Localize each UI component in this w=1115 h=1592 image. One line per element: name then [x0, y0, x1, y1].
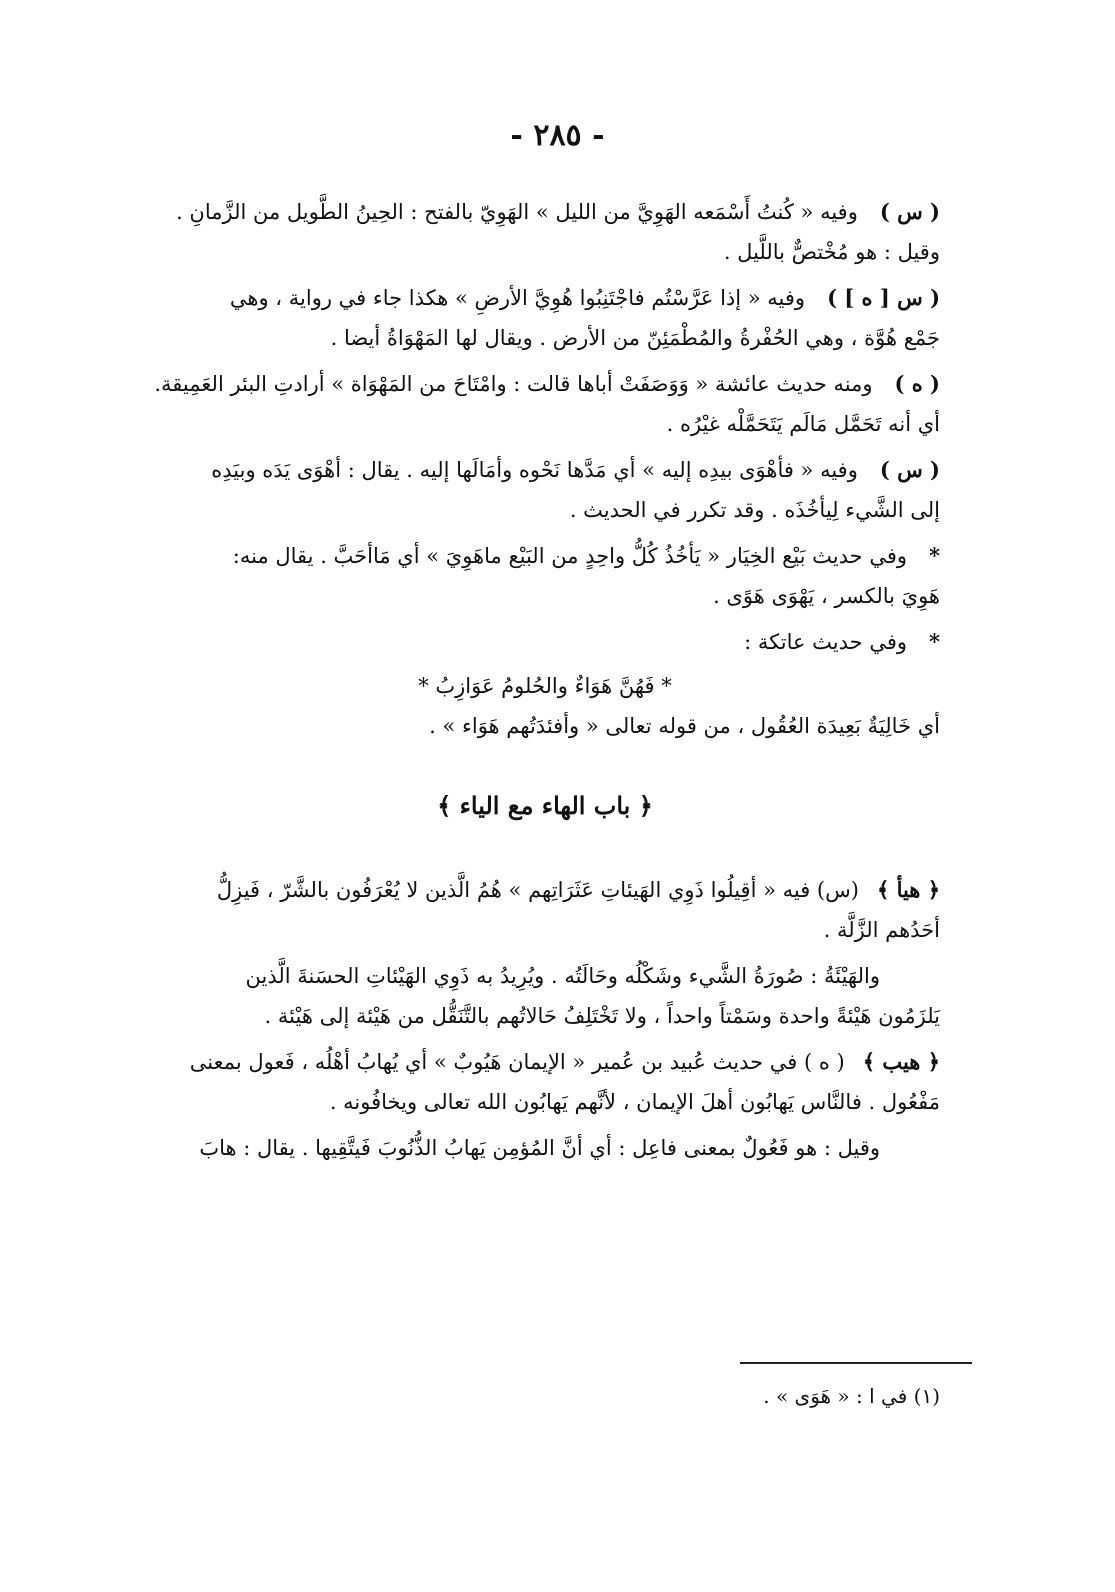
entry-paragraph: [150, 1128, 940, 1168]
paragraph-line: ومنه حديث عائشة « وَوَصَفَتْ أباها قالت : وامْتَاحَ من المَهْوَاة » أرادتِ البئر العَمِيقة.: [154, 372, 873, 396]
paragraph-line: يَلزَمُون هَيْئةً واحدة وسَمْتاً واحداً ، ولا تَخْتَلِفُ حَالاتُهم بالتَّنَقُّل من هَيْئة إلى هَيْئة .: [264, 1004, 940, 1028]
entry-paragraph: [150, 278, 940, 358]
asterisk-marker: *: [929, 543, 940, 568]
entry-paragraph: [150, 956, 940, 1036]
source-marker: ( س ): [879, 457, 940, 482]
paragraph-line: والهَيْئَةُ : صُورَةُ الشَّيء وشَكْلُه وحَالَتُه . ويُرِيدُ به ذَوِي الهَيْئاتِ الحسَنةَ الَّذين: [245, 964, 880, 988]
paragraph-line: وفيه « فأهْوَى بيدِه إليه » أي مَدَّها نَحْوه وأمَالَها إليه . يقال : أهْوَى يَدَه وبيَدِه: [211, 458, 858, 482]
footnote: (١) في ا : « هَوَى » .: [763, 1384, 940, 1408]
headword: ﴿ هيب ﴾: [862, 1049, 940, 1074]
entry-paragraph: [150, 536, 940, 616]
entry-paragraph: [150, 192, 940, 272]
footnote-divider: [740, 1362, 972, 1364]
paragraph-line: جَمْع هُوَّة ، وهي الحُفْرةُ والمُطْمَئِنّ من الأرض . ويقال لها المَهْوَاةُ أيضا .: [330, 326, 940, 350]
section-heading: ﴿ باب الهاء مع الياء ﴾: [437, 791, 653, 820]
entry-paragraph: [150, 870, 940, 950]
entry-paragraph: [150, 622, 940, 746]
paragraph-line: وفيه « كُنتُ أَسْمَعه الهَوِيَّ من الليل » الهَوِيّ بالفتح : الحِينُ الطَّويل من الزَّمانِ .: [176, 200, 858, 224]
entry-paragraph: [150, 450, 940, 530]
paragraph-line: وفي حديث بَيْع الخِيَار « يَأخُذُ كُلُّ واحِدٍ من البَيْع ماهَوِيَ » أي مَاأحَبَّ . يقال منه:: [232, 544, 908, 568]
paragraph-line: وقيل : هو فَعُولٌ بمعنى فاعِل : أي أنَّ المُؤمِن يَهابُ الذُّنُوبَ فَيتَّقِيها . يقال : هابَ: [199, 1136, 880, 1160]
entry-paragraph: [150, 364, 940, 444]
asterisk-marker: *: [929, 629, 940, 654]
paragraph-line: إلى الشَّيء لِيأخُذَه . وقد تكرر في الحديث .: [569, 498, 940, 522]
page-body: [150, 192, 940, 1174]
paragraph-line: هَوِيَ بالكسر ، يَهْوَى هَوًى .: [713, 584, 940, 608]
poetry-verse: * فَهُنَّ هَوَاءٌ والحُلومُ عَوَازِبُ *: [418, 674, 672, 698]
source-marker: ( ه ): [894, 371, 940, 396]
page-number: - ٢٨٥ -: [510, 118, 605, 153]
headword: ﴿ هيأ ﴾: [876, 877, 940, 902]
paragraph-line: أحَدُهم الزَّلَّة .: [823, 918, 940, 942]
paragraph-line: وفيه « إذا عَرَّسْتُم فاجْتَنِبُوا هُوِيَّ الأرضِ » هكذا جاء في رواية ، وهي: [229, 286, 806, 310]
paragraph-line: (س) فيه « أقِيلُوا ذَوِي الهَيئاتِ عَثَرَاتِهم » هُمُ الَّذين لا يُعْرَفُون بالشَّرّ ، فَيزِلُّ: [216, 878, 859, 902]
entry-paragraph: [150, 1042, 940, 1122]
source-marker: ( س [ ه ] ): [827, 285, 940, 310]
paragraph-line: أي خَالِيَةٌ بَعِيدَة العُقُول ، من قوله تعالى « وأفئدَتُهم هَوَاء » .: [429, 714, 940, 738]
paragraph-line: وقيل : هو مُخْتصٌّ باللَّيل .: [723, 240, 940, 264]
source-marker: ( س ): [879, 199, 940, 224]
paragraph-line: وفي حديث عاتكة :: [744, 630, 908, 654]
paragraph-line: مَفْعُول . فالنَّاس يَهابُون أهلَ الإيمان ، لأنَّهم يَهابُون الله تعالى ويخافُونه .: [329, 1090, 940, 1114]
paragraph-line: ( ه ) في حديث عُبيد بن عُمير « الإيمان هَيُوبٌ » أي يُهابُ أهْلُه ، فَعول بمعنى: [189, 1050, 845, 1074]
paragraph-line: أي أنه تَحَمَّل مَالَم يَتَحَمَّلْه غيْرُه .: [666, 412, 940, 436]
